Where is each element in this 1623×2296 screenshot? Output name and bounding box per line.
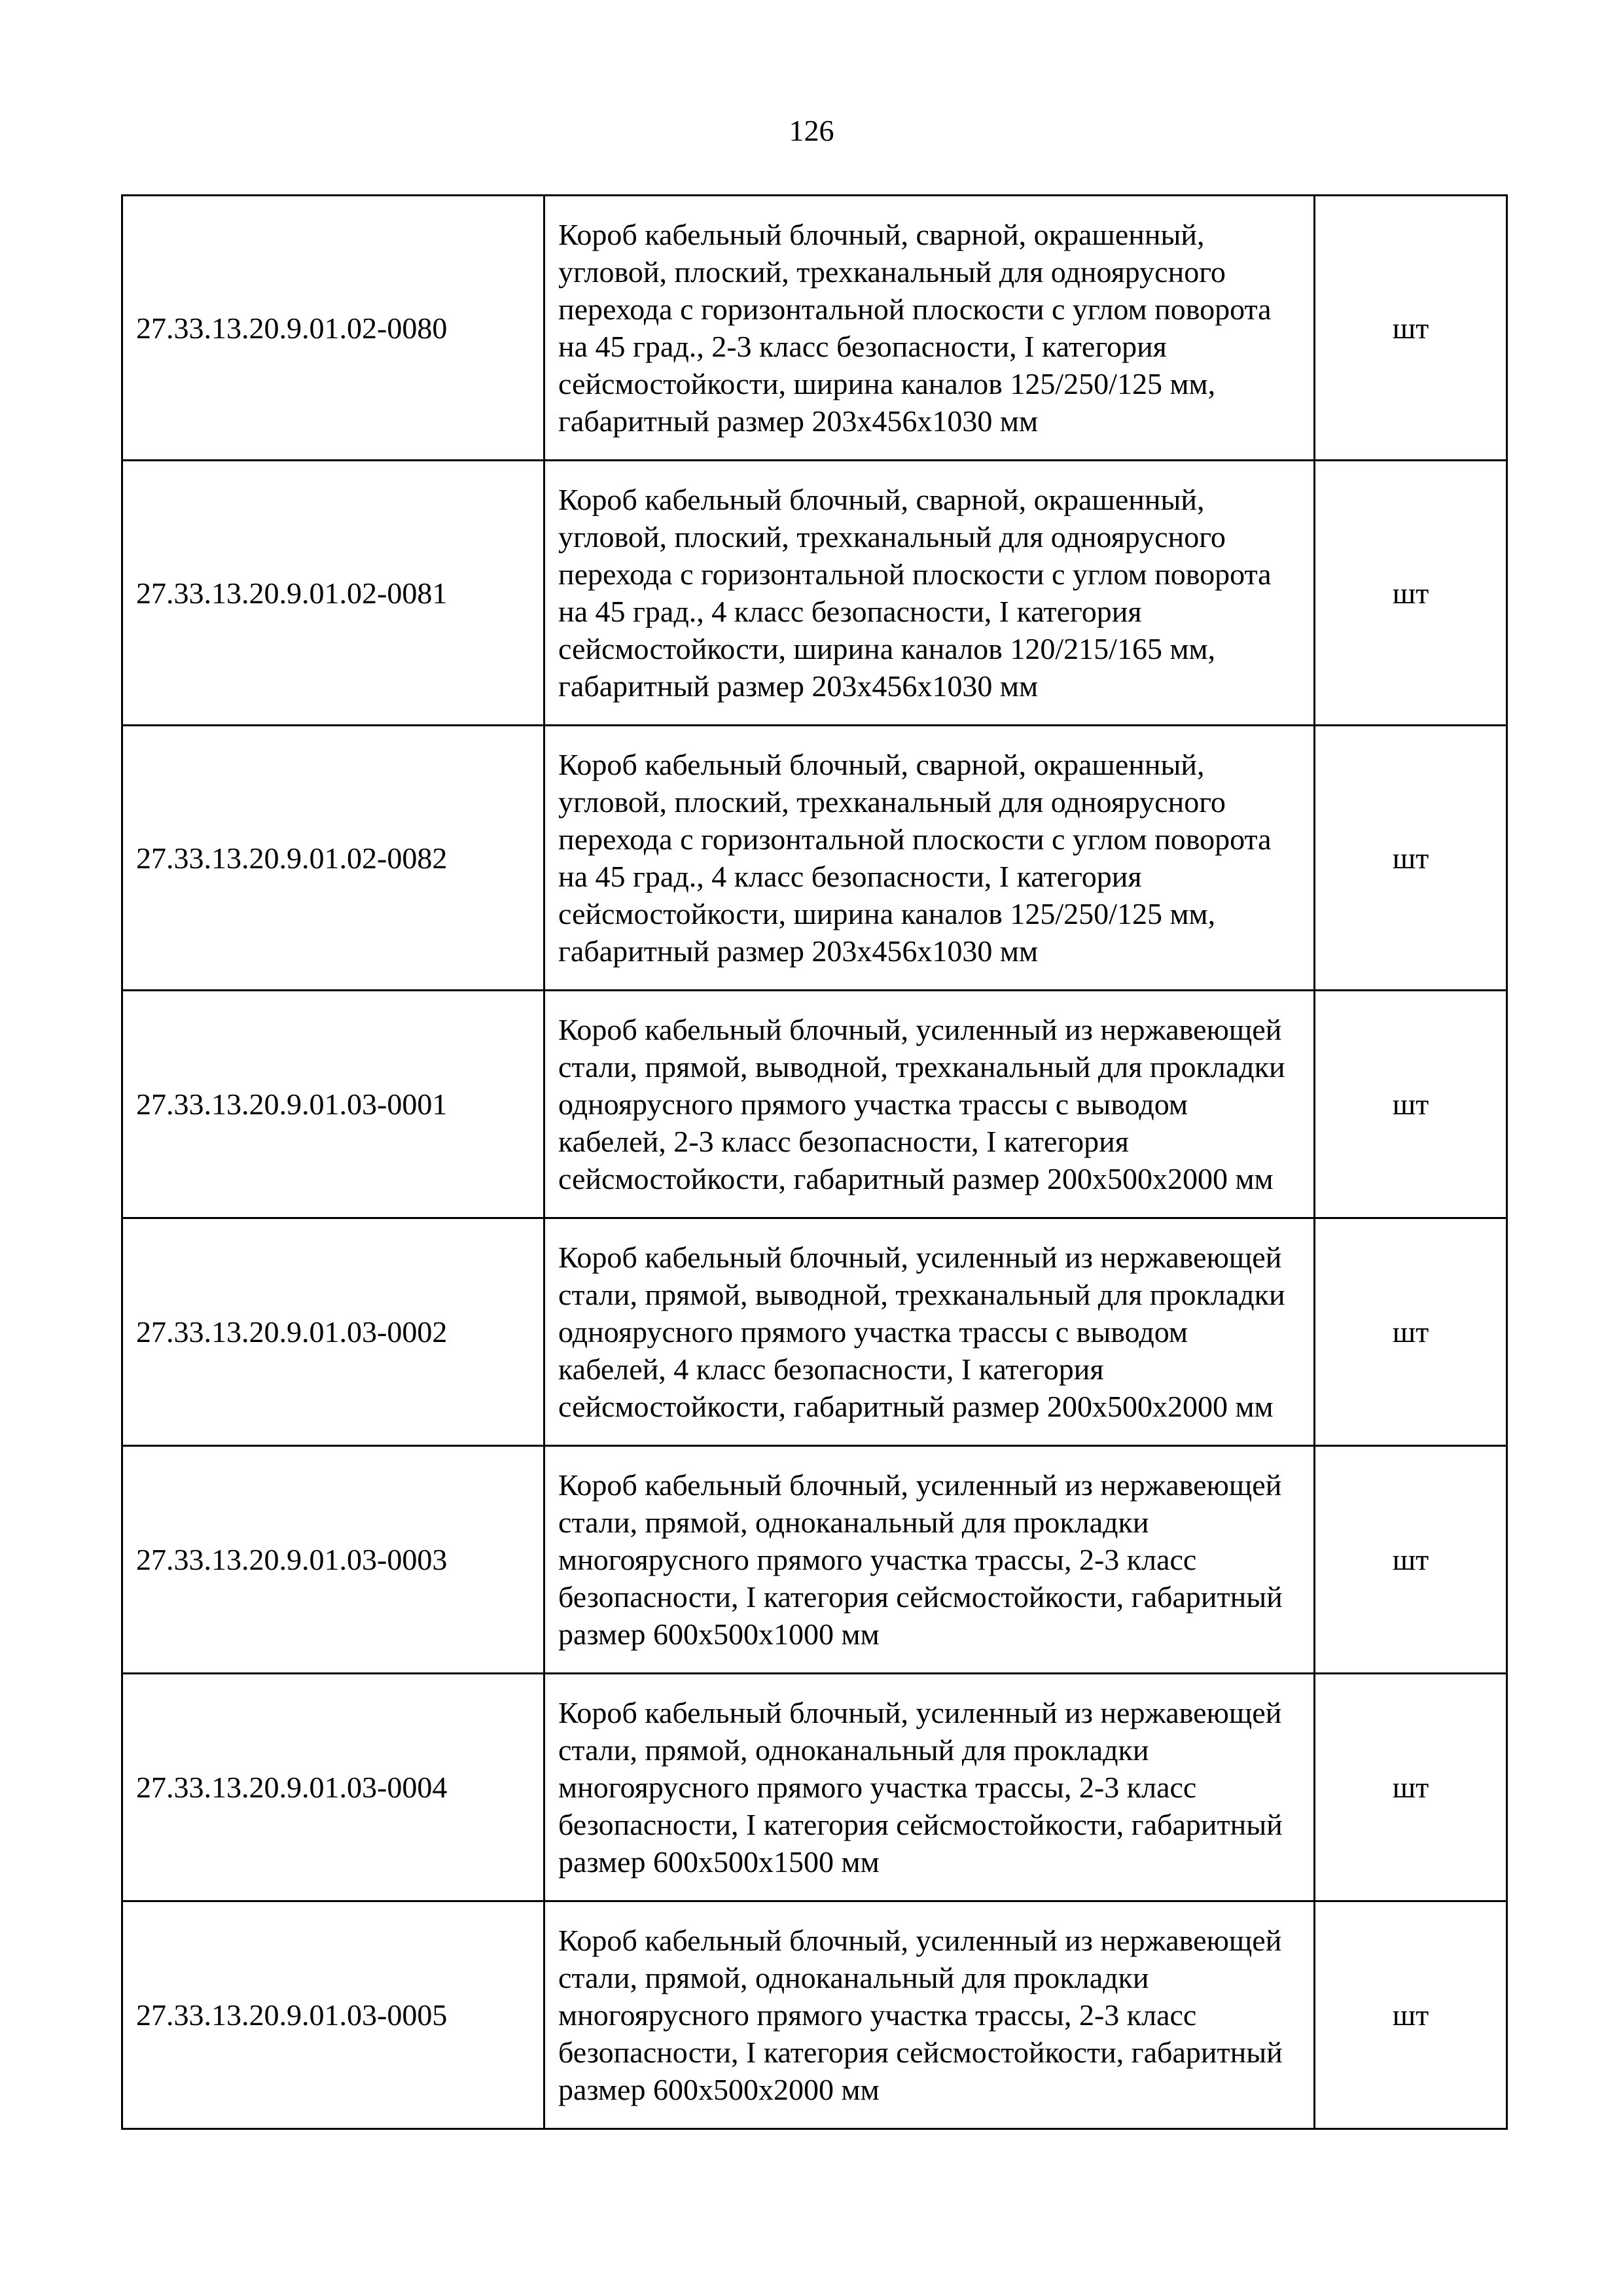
resource-description: Короб кабельный блочный, усиленный из нержавеющей стали, прямой, выводной, трехканальный для прокладки одноярусного прямого участка трассы с выводом кабелей, 4 класс безопасности, I категория сейсмостойкости, габаритный размер 200х500х2000 мм <box>544 1218 1315 1446</box>
resource-description: Короб кабельный блочный, сварной, окрашенный, угловой, плоский, трехканальный для одноярусного перехода с горизонтальной плоскости с углом поворота на 45 град., 4 класс безопасности, I категория сейсмостойкости, ширина каналов 120/215/165 мм, габаритный размер 203х456х1030 мм <box>544 461 1315 726</box>
unit-of-measure: шт <box>1315 1218 1507 1446</box>
spec-table <box>121 194 1508 2130</box>
table-row <box>122 726 1507 991</box>
resource-description: Короб кабельный блочный, усиленный из нержавеющей стали, прямой, выводной, трехканальный для прокладки одноярусного прямого участка трассы с выводом кабелей, 2-3 класс безопасности, I категория сейсмостойкости, габаритный размер 200х500х2000 мм <box>544 991 1315 1218</box>
resource-code: 27.33.13.20.9.01.03-0004 <box>122 1674 544 1901</box>
table-row <box>122 1218 1507 1446</box>
table-row <box>122 461 1507 726</box>
resource-code: 27.33.13.20.9.01.03-0001 <box>122 991 544 1218</box>
resource-code: 27.33.13.20.9.01.02-0082 <box>122 726 544 991</box>
resource-code: 27.33.13.20.9.01.03-0003 <box>122 1446 544 1674</box>
table-row <box>122 991 1507 1218</box>
resource-description: Короб кабельный блочный, сварной, окрашенный, угловой, плоский, трехканальный для одноярусного перехода с горизонтальной плоскости с углом поворота на 45 град., 4 класс безопасности, I категория сейсмостойкости, ширина каналов 125/250/125 мм, габаритный размер 203х456х1030 мм <box>544 726 1315 991</box>
resource-description: Короб кабельный блочный, усиленный из нержавеющей стали, прямой, одноканальный для прокладки многоярусного прямого участка трассы, 2-3 класс безопасности, I категория сейсмостойкости, габаритный размер 600х500х1000 мм <box>544 1446 1315 1674</box>
unit-of-measure: шт <box>1315 1674 1507 1901</box>
resource-code: 27.33.13.20.9.01.03-0005 <box>122 1901 544 2129</box>
resource-code: 27.33.13.20.9.01.02-0080 <box>122 196 544 461</box>
resource-description: Короб кабельный блочный, усиленный из нержавеющей стали, прямой, одноканальный для прокладки многоярусного прямого участка трассы, 2-3 класс безопасности, I категория сейсмостойкости, габаритный размер 600х500х2000 мм <box>544 1901 1315 2129</box>
resource-code: 27.33.13.20.9.01.02-0081 <box>122 461 544 726</box>
unit-of-measure: шт <box>1315 461 1507 726</box>
table-row <box>122 1674 1507 1901</box>
table-row <box>122 196 1507 461</box>
table-row <box>122 1901 1507 2129</box>
resource-description: Короб кабельный блочный, сварной, окрашенный, угловой, плоский, трехканальный для одноярусного перехода с горизонтальной плоскости с углом поворота на 45 град., 2-3 класс безопасности, I категория сейсмостойкости, ширина каналов 125/250/125 мм, габаритный размер 203х456х1030 мм <box>544 196 1315 461</box>
unit-of-measure: шт <box>1315 196 1507 461</box>
resource-code: 27.33.13.20.9.01.03-0002 <box>122 1218 544 1446</box>
unit-of-measure: шт <box>1315 726 1507 991</box>
table-row <box>122 1446 1507 1674</box>
unit-of-measure: шт <box>1315 1901 1507 2129</box>
page-number: 126 <box>789 114 834 147</box>
resource-description: Короб кабельный блочный, усиленный из нержавеющей стали, прямой, одноканальный для прокладки многоярусного прямого участка трассы, 2-3 класс безопасности, I категория сейсмостойкости, габаритный размер 600х500х1500 мм <box>544 1674 1315 1901</box>
unit-of-measure: шт <box>1315 991 1507 1218</box>
unit-of-measure: шт <box>1315 1446 1507 1674</box>
